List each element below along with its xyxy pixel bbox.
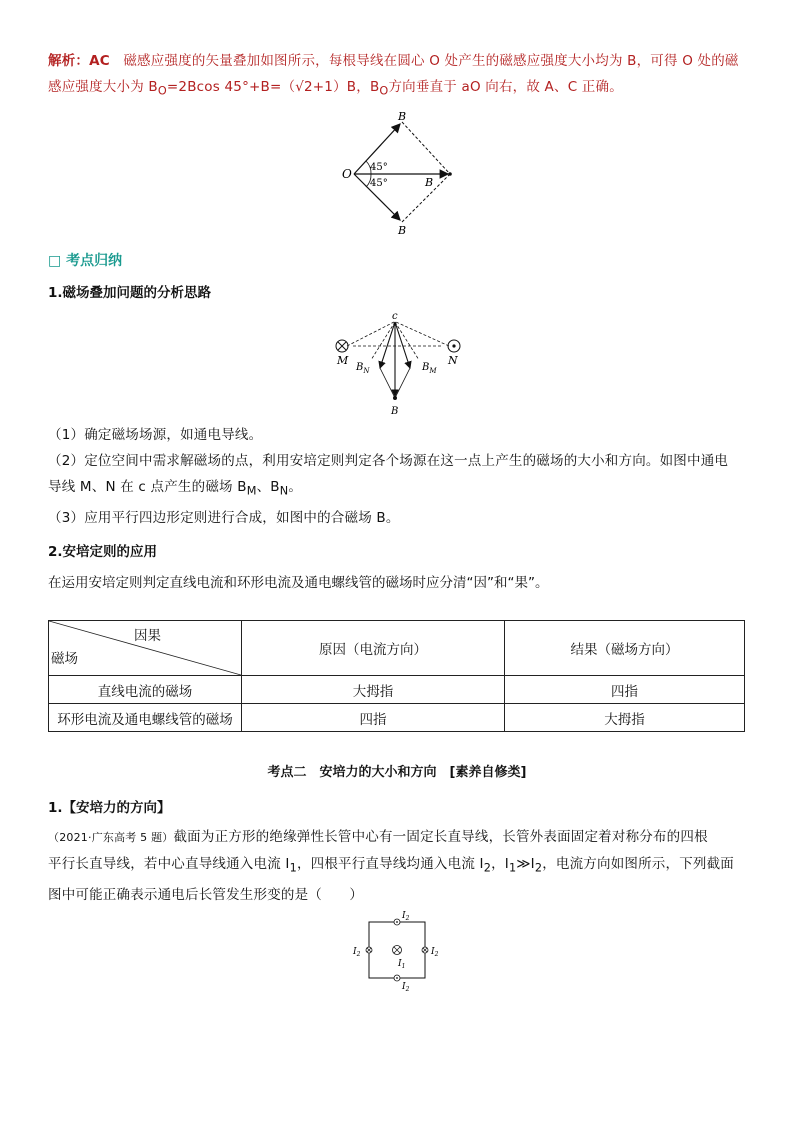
step-1: （1）确定磁场场源，如通电导线。 — [48, 427, 263, 443]
step-2a: （2）定位空间中需求解磁场的点，利用安培定则判定各个场源在这一点上产生的磁场的大小和方向。如图中通电 — [48, 453, 729, 469]
q1-line-3: 图中可能正确表示通电后长管发生形变的是（ ） — [48, 886, 364, 903]
parallelogram-right-side — [395, 368, 410, 398]
right-i2-main: I — [431, 947, 435, 957]
top-wire-dot-center — [396, 921, 398, 923]
vector-bn-arrow — [380, 322, 395, 368]
field-superposition-figure — [328, 310, 468, 418]
dashed-m-to-c — [347, 322, 394, 346]
top-i2-sub: 2 — [405, 915, 410, 922]
analysis-sub-2: O — [379, 84, 389, 98]
bm-label — [421, 362, 437, 375]
q1-sub-2: 2 — [483, 861, 492, 875]
q1-text-2e: ，电流方向如图所示，下列截面 — [542, 856, 735, 872]
bm-label-main: B — [422, 362, 430, 373]
point-c-label: c — [392, 311, 398, 322]
vector-bm-arrow — [395, 322, 410, 368]
point1-heading: 1.磁场叠加问题的分析思路 — [48, 285, 212, 301]
q1-line-2 — [48, 851, 748, 882]
table-cell: 直线电流的磁场 — [49, 676, 242, 704]
dashed-c-to-bm — [395, 322, 419, 360]
top-i2-label — [401, 911, 410, 922]
q1-sub-3: 1 — [508, 861, 517, 875]
diag-header-top: 因果 — [134, 628, 161, 644]
rhombus-vertex-dot — [448, 172, 452, 176]
analysis-text-4: 方向垂直于 aO 向右，故 A、C 正确。 — [388, 79, 623, 95]
vector-diagram-figure — [330, 108, 470, 238]
q1-text-2b: ，四根平行直导线均通入电流 I — [296, 856, 484, 872]
table-header-cause: 原因（电流方向） — [242, 621, 505, 676]
table-cell: 环形电流及通电螺线管的磁场 — [49, 704, 242, 732]
wire-n-label: N — [448, 354, 458, 367]
q1-source: （2021·广东高考 5 题） — [48, 831, 174, 844]
table-header-result: 结果（磁场方向） — [505, 621, 745, 676]
q1-sub-1: 1 — [289, 861, 297, 875]
analysis-line-1 — [48, 48, 748, 74]
b-mid-label: B — [425, 176, 434, 189]
right-i2-sub: 2 — [434, 951, 439, 958]
bottom-i2-sub: 2 — [405, 986, 410, 993]
left-i2-label — [352, 947, 361, 958]
dashed-n-to-c — [396, 322, 449, 346]
q1-text-2c: ，I — [491, 856, 509, 872]
parallelogram-left-side — [380, 368, 395, 398]
step-3: （3）应用平行四边形定则进行合成，如图中的合磁场 B。 — [48, 509, 400, 526]
analysis-text-1: 磁感应强度的矢量叠加如图所示，每根导线在圆心 O 处产生的磁感应强度大小均为 B，可得 O 处的磁 — [123, 53, 739, 69]
dashed-top-side — [402, 122, 450, 174]
point1-steps — [48, 422, 748, 531]
analysis-sub-1: O — [157, 84, 167, 98]
step-2b-mid: 、B — [256, 479, 280, 495]
q1-text-2d: ≫I — [516, 856, 535, 872]
q1-heading: 1.【安培力的方向】 — [48, 800, 171, 816]
b-top-label: B — [398, 110, 407, 123]
analysis-text-3: =2Bcos 45°+B=（√2+1）B，B — [166, 79, 380, 95]
bn-label — [355, 362, 370, 375]
center-i1-main: I — [398, 959, 402, 969]
table-diagonal-header — [49, 621, 242, 676]
table-row — [49, 676, 745, 704]
analysis-line-2 — [48, 74, 748, 105]
step-2b — [48, 474, 748, 505]
analysis-label: 解析：AC — [48, 53, 110, 69]
table-row — [49, 704, 745, 732]
b-bottom-label: B — [398, 224, 407, 237]
table-cell: 四指 — [505, 676, 745, 704]
ampere-rule-table — [48, 620, 745, 732]
center-i1-sub: 1 — [401, 963, 406, 970]
left-i2-sub: 2 — [356, 951, 361, 958]
origin-label: O — [342, 167, 352, 181]
right-i2-label — [430, 947, 439, 958]
q1-sub-4: 2 — [534, 861, 543, 875]
bn-label-main: B — [356, 362, 364, 373]
b-tip-dot — [393, 396, 397, 400]
bn-label-sub: N — [363, 367, 370, 375]
step-2b-end: 。 — [288, 479, 303, 495]
q1-text-1: 截面为正方形的绝缘弹性长管中心有一固定长直导线，长管外表面固定着对称分布的四根 — [173, 829, 708, 845]
step-2b-text: 导线 M、N 在 c 点产生的磁场 B — [48, 479, 247, 495]
wire-n-dot-center — [452, 344, 455, 347]
table-cell: 大拇指 — [242, 676, 505, 704]
table-header-row — [49, 621, 745, 676]
point2-heading: 2.安培定则的应用 — [48, 544, 158, 560]
q1-text-2a: 平行长直导线，若中心直导线通入电流 I — [48, 856, 290, 872]
center-i1-label — [397, 959, 405, 970]
bottom-i2-label — [401, 982, 410, 993]
table-cell: 大拇指 — [505, 704, 745, 732]
summary-section-heading: □ 考点归纳 — [48, 253, 123, 269]
q1-line-1 — [48, 824, 748, 851]
step-2b-sub2: N — [279, 484, 289, 498]
bm-label-sub: M — [429, 367, 437, 375]
analysis-text-2: 感应强度大小为 B — [48, 79, 158, 95]
left-i2-main: I — [353, 947, 357, 957]
top-i2-main: I — [402, 911, 406, 921]
step-2b-sub1: M — [246, 484, 257, 498]
bottom-i2-main: I — [402, 982, 406, 992]
point2-intro: 在运用安培定则判定直线电流和环形电流及通电螺线管的磁场时应分清“因”和“果”。 — [48, 575, 549, 591]
diag-header-bottom: 磁场 — [51, 651, 78, 667]
b-result-label: B — [391, 406, 399, 417]
angle-bottom-label: 45° — [370, 178, 388, 189]
table-cell: 四指 — [242, 704, 505, 732]
section2-heading: 考点二 安培力的大小和方向 [素养自修类] — [267, 765, 527, 780]
tube-cross-section-figure — [345, 908, 449, 994]
q1-body — [48, 824, 748, 908]
bottom-wire-dot-center — [396, 977, 398, 979]
wire-m-label: M — [337, 354, 349, 367]
angle-top-label: 45° — [370, 162, 388, 173]
analysis-paragraph — [48, 48, 748, 105]
